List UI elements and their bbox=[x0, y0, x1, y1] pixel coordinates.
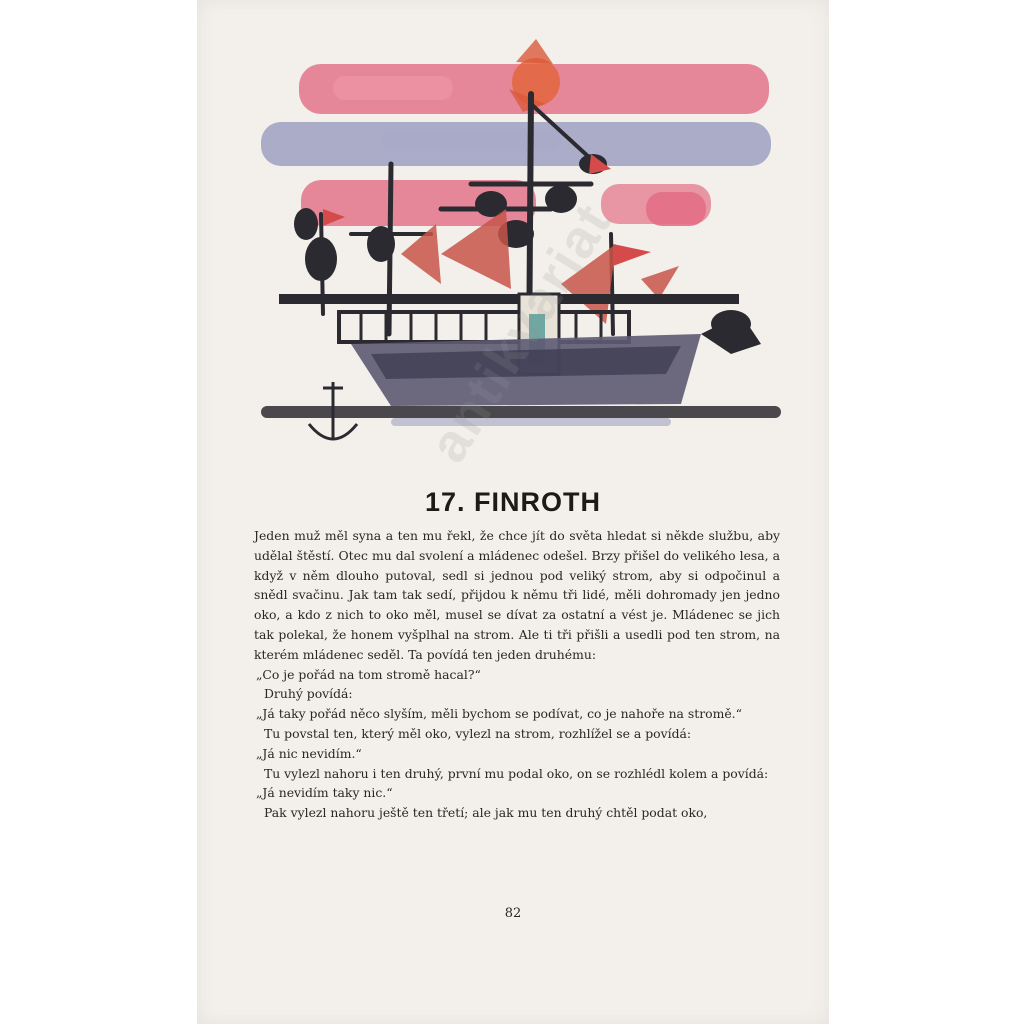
paragraph: Jeden muž měl syna a ten mu řekl, že chce jít do světa hledat si někde službu, aby udělal štěstí. Otec mu dal svolení a mládenec odešel. Brzy přišel do velikého lesa, a když v něm dlouho putoval, sedl si jednou pod veliký strom, aby si odpočinul a snědl svačinu. Jak tam tak sedí, přijdou k němu tři lidé, měli dohromady jen jedno oko, a kdo z nich to oko měl, musel se dívat za ostatní a vést je. Mládenec se jich tak polekal, že honem vyšplhal na strom. Ale ti tři přišli a usedli pod ten strom, na kterém mládenec seděl. Ta povídá ten jeden druhému: bbox=[254, 528, 780, 662]
chapter-title: 17. FINROTH bbox=[424, 487, 602, 517]
story-text bbox=[254, 526, 780, 823]
page-number: 82 bbox=[504, 906, 522, 921]
paragraph: Tu vylezl nahoru i ten druhý, první mu podal oko, on se rozhlédl kolem a povídá: bbox=[264, 765, 769, 781]
paragraph: Druhý povídá: bbox=[264, 686, 353, 702]
paragraph: „Já taky pořád něco slyším, měli bychom se podívat, co je nahoře na stromě.“ bbox=[256, 706, 742, 722]
paragraph: „Já nic nevidím.“ bbox=[256, 745, 362, 761]
paragraph: Tu povstal ten, který měl oko, vylezl na strom, rozhlížel se a povídá: bbox=[264, 725, 692, 741]
paragraph: Pak vylezl nahoru ještě ten třetí; ale jak mu ten druhý chtěl podat oko, bbox=[264, 805, 708, 821]
water-line bbox=[261, 406, 781, 426]
paragraph: „Co je pořád na tom stromě hacal?“ bbox=[256, 666, 481, 682]
paragraph: „Já nevidím taky nic.“ bbox=[256, 785, 393, 801]
ship-watercolor bbox=[261, 34, 801, 454]
ship-illustration bbox=[261, 34, 801, 454]
book-page bbox=[197, 0, 829, 1024]
deck bbox=[279, 294, 739, 342]
